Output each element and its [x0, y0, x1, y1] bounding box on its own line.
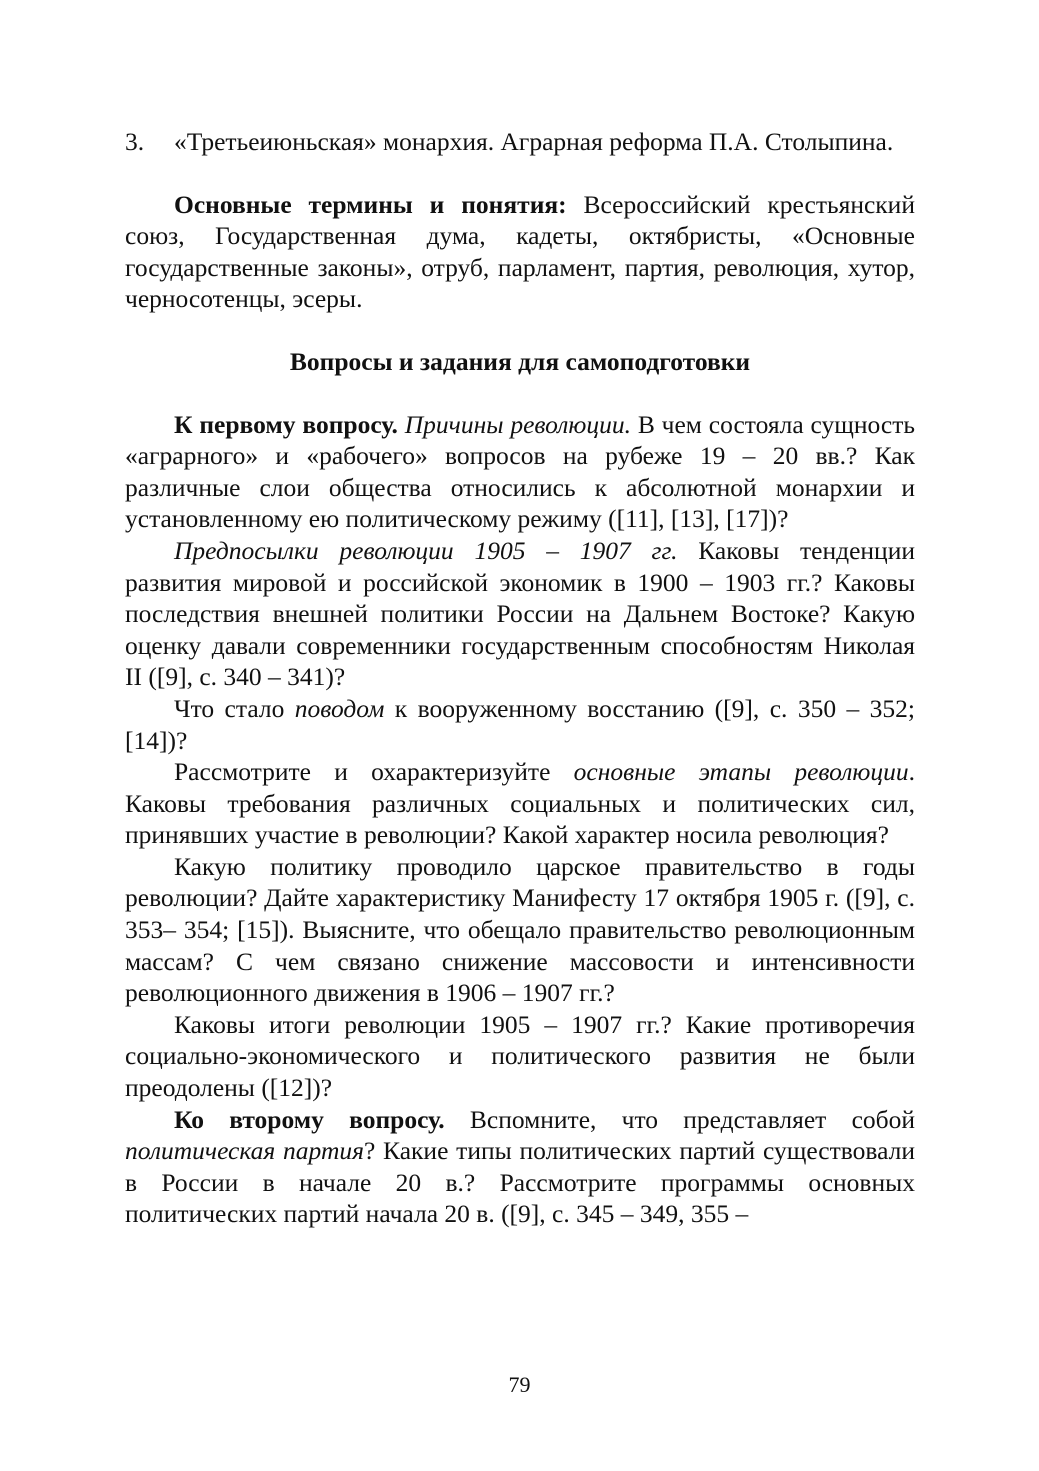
- stages-text-after: . Каковы требования различных социальных и политических сил, принявших участие в революции? Какой характер носила революция?: [125, 757, 915, 850]
- paragraph-stages: [125, 756, 915, 851]
- prerequisites-text: Каковы тенденции развития мировой и российской экономик в 1900 – 1903 гг.? Каковы последствия внешней политики России на Дальнем Востоке? Какую оценку давали современники государственным способностям Николая II ([9], с. 340 – 341)?: [125, 535, 915, 692]
- terms-paragraph: [125, 189, 915, 315]
- terms-text: Всероссийский крестьянский союз, Государственная дума, кадеты, октябристы, «Основные государственные законы», отруб, парламент, партия, революция, хутор, черносотенцы, эсеры.: [125, 189, 915, 314]
- section-heading: Вопросы и задания для самоподготовки: [289, 346, 751, 376]
- second-question-text-after: ? Какие типы политических партий существовали в России в начале 20 в.? Рассмотрите программы основных политических партий начала 20 в. ([9], с. 345 – 349, 355 –: [125, 1136, 915, 1229]
- second-question-text-before: Вспомните, что представляет собой: [444, 1104, 916, 1134]
- page-number: 79: [508, 1372, 531, 1397]
- stages-term: основные этапы революции: [573, 757, 909, 787]
- stages-text-before: Рассмотрите и охарактеризуйте: [174, 757, 574, 787]
- paragraph-second-question: [125, 1104, 915, 1230]
- cause-text-after: к вооруженному восстанию ([9], с. 350 – 352; [14])?: [125, 693, 915, 755]
- cause-text-before: Что стало: [174, 693, 295, 723]
- document-page: [125, 126, 915, 1230]
- first-question-topic: Причины революции.: [404, 409, 631, 439]
- paragraph-first-question: [125, 409, 915, 535]
- paragraph-prerequisites: [125, 535, 915, 693]
- first-question-text: В чем состояла сущность «аграрного» и «рабочего» вопросов на рубеже 19 – 20 вв.? Как различные слои общества относились к абсолютной монархии и установленному ею политическому режиму ([11], [13], [17])?: [125, 409, 915, 534]
- political-party-term: политическая партия: [125, 1136, 364, 1166]
- terms-label: Основные термины и понятия:: [174, 189, 567, 219]
- paragraph-cause: [125, 693, 915, 756]
- prerequisites-topic: Предпосылки революции 1905 – 1907 гг.: [174, 535, 678, 565]
- paragraph-government-policy: Какую политику проводило царское правительство в годы революции? Дайте характеристику Манифесту 17 октября 1905 г. ([9], с. 353– 354; [15]). Выясните, что обещало правительство революционным массам? С чем связано снижение массовости и интенсивности революционного движения в 1906 – 1907 гг.?: [125, 851, 915, 1008]
- cause-term: поводом: [294, 693, 385, 723]
- list-item-number: 3.: [125, 127, 145, 156]
- first-question-label: К первому вопросу.: [174, 409, 398, 439]
- second-question-label: Ко второму вопросу.: [174, 1104, 445, 1134]
- list-item-text: «Третьеиюньская» монархия. Аграрная реформа П.А. Столыпина.: [174, 127, 894, 156]
- list-item: [125, 126, 915, 158]
- paragraph-results: Каковы итоги революции 1905 – 1907 гг.? Какие противоречия социально-экономического и политического развития не были преодолены ([12])?: [125, 1009, 915, 1103]
